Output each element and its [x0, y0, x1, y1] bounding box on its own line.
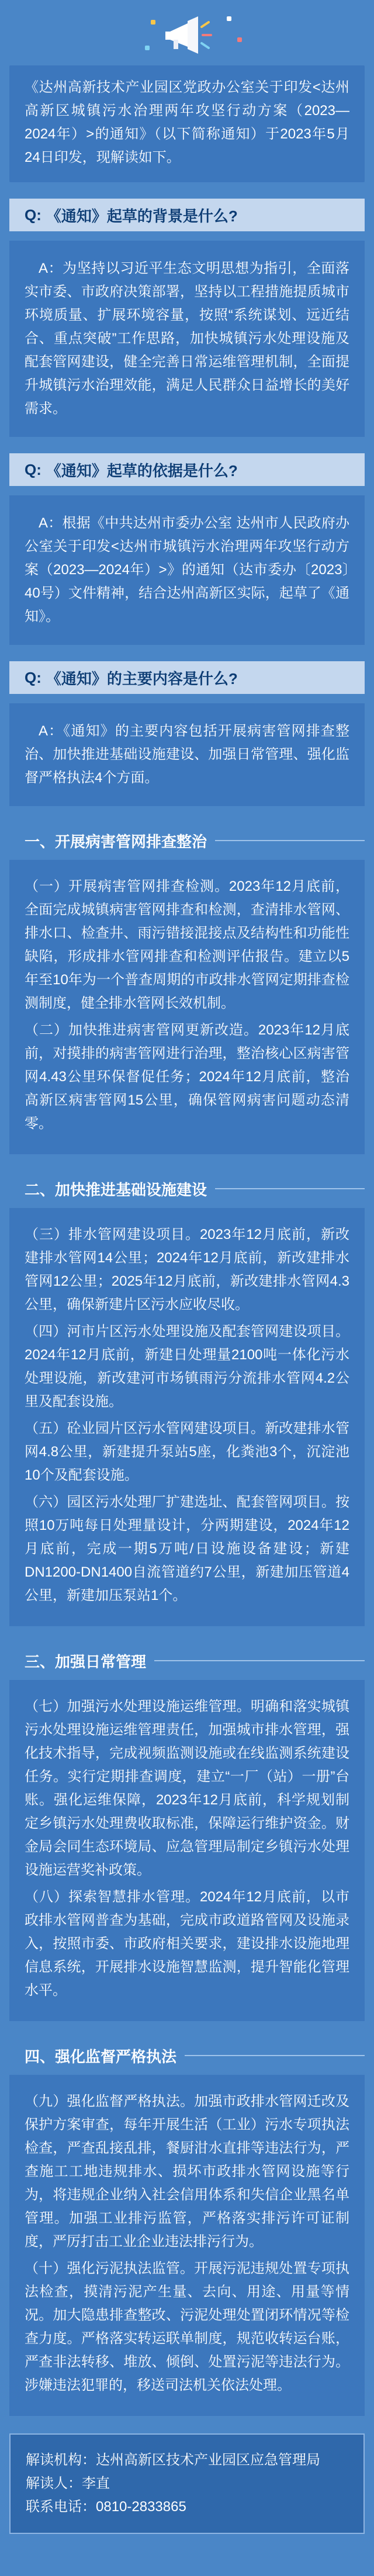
footer-phone-row: [26, 2495, 348, 2519]
section-heading: [9, 827, 365, 854]
phone-value[interactable]: 0810-2833865: [96, 2499, 186, 2515]
footer-contact-box: [9, 2433, 365, 2534]
person-value: 李直: [82, 2476, 110, 2491]
question-bar: [9, 453, 365, 486]
section-paragraph: （六）园区污水处理厂扩建选址、配套管网项目。按照10万吨每日处理量设计，分两期建设，2024年12月底前，完成一期5万吨/日设施设备建设；新建DN1200-DN1400自流管道约7公里，新建加压管道4公里，新建加压泵站1个。: [25, 1494, 349, 1603]
section-divider: [154, 1660, 365, 1661]
question-tag: Q:: [25, 460, 41, 478]
confetti-icon: [151, 20, 155, 25]
section-title: 三、加强日常管理: [25, 1652, 147, 1671]
question-text: 《通知》起草的依据是什么?: [46, 461, 238, 480]
section-paragraph: （三）排水管网建设项目。2023年12月底前，新改建排水管网14公里；2024年12月底前，新改建排水管网12公里；2025年12月底前，新改建排水管网4.3公里，确保新建片区污水应收尽收。: [25, 1227, 349, 1313]
section-paragraph: （四）河市片区污水处理设施及配套管网建设项目。2024年12月底前，新建日处理量2100吨一体化污水处理设施，新改建河市场镇雨污分流排水管网4.2公里及配套设施。: [25, 1324, 349, 1409]
section-paragraph: （十）强化污泥执法监管。开展污泥违规处置专项执法检查，摸清污泥产生量、去向、用途、用量等情况。加大隐患排查整改、污泥处理处置闭环情况等检查力度。严格落实转运联单制度，规范收转运台账，严查非法转移、堆放、倾倒、处置污泥等违法行为。涉嫌违法犯罪的，移送司法机关依法处理。: [25, 2261, 349, 2393]
section-paragraph: （一）开展病害管网排查检测。2023年12月底前，全面完成城镇病害管网排查和检测，查清排水管网、排水口、检查井、雨污错接混接点及结构性和功能性缺陷，形成排水管网排查和检测评估报告。建立以5年至10年为一个普查周期的市政排水管网定期排查检测制度，健全排水管网长效机制。: [25, 879, 349, 1011]
question-bar: [9, 661, 365, 694]
section-paragraph: （七）加强污水处理设施运维管理。明确和落实城镇污水处理设施运维管理责任，加强城市排水管理，强化技术指导，完成视频监测设施或在线监测系统建设任务。实行定期排查调度，建立“一厂（站）一册”台账。强化运维保障，2023年12月底前，科学规划制定乡镇污水处理费收取标准，保障运行维护资金。财金局会同生态环境局、应急管理局制定乡镇污水处理设施运营奖补政策。: [25, 1699, 349, 1878]
section-heading: [9, 1175, 365, 1202]
answer-panel: [9, 241, 365, 437]
question-tag: Q:: [25, 668, 41, 686]
intro-paragraph: 《达州高新技术产业园区党政办公室关于印发<达州高新区城镇污水治理两年攻坚行动方案（2023—2024年）>的通知》（以下简称通知）于2023年5月24日印发，现解读如下。: [9, 65, 365, 182]
section-body: [9, 2075, 365, 2416]
section-paragraph: （二）加快推进病害管网更新改造。2023年12月底前，对摸排的病害管网进行治理，整治核心区病害管网4.43公里环保督促任务；2024年12月底前，整治高新区病害管网15公里，确保管网病害问题动态清零。: [25, 1022, 349, 1131]
phone-label: 联系电话：: [26, 2499, 96, 2515]
section-paragraph: （五）砼业园片区污水管网建设项目。新改建排水管网4.8公里，新建提升泵站5座，化粪池3个，沉淀池10个及配套设施。: [25, 1421, 349, 1483]
section-paragraph: （八）探索智慧排水管理。2024年12月底前，以市政排水管网普查为基础，完成市政道路管网及设施录入，按照市委、市政府相关要求，建设排水设施地理信息系统，开展排水设施智慧监测，提升智能化管理水平。: [25, 1889, 349, 1998]
section-heading: [9, 1647, 365, 1674]
footer-agency-row: [26, 2449, 348, 2472]
section-title: 四、强化监督严格执法: [25, 2047, 177, 2065]
answer-text: A：《通知》的主要内容包括开展病害管网排查整治、加快推进基础设施建设、加强日常管理、强化监督严格执法4个方面。: [25, 723, 349, 786]
answer-text: A：为坚持以习近平生态文明思想为指引，全面落实市委、市政府决策部署，坚持以工程措施提质城市环境质量、扩展环境容量，按照“系统谋划、远近结合、重点突破”工作思路，加快城镇污水处理设施及配套管网建设，健全完善日常运维管理机制，全面提升城镇污水治理效能，满足人民群众日益增长的美好需求。: [25, 261, 349, 416]
megaphone-icon: [162, 15, 212, 56]
section-body: [9, 860, 365, 1154]
confetti-icon: [227, 16, 231, 21]
confetti-icon: [237, 37, 242, 42]
question-bar: [9, 199, 365, 231]
person-label: 解读人：: [26, 2476, 82, 2491]
section-heading: [9, 2042, 365, 2069]
question-tag: Q:: [25, 206, 41, 224]
hero-banner: [9, 9, 365, 65]
footer-person-row: [26, 2472, 348, 2495]
question-text: 《通知》起草的背景是什么?: [46, 207, 238, 225]
section-body: [9, 1680, 365, 2021]
answer-text: A：根据《中共达州市委办公室 达州市人民政府办公室关于印发<达州市城镇污水治理两年攻坚行动方案（2023—2024年）>》的通知（达市委办〔2023〕40号）文件精神，结合达州高新区实际，起草了《通知》。: [25, 515, 349, 624]
section-divider: [185, 2055, 365, 2056]
agency-label: 解读机构：: [26, 2452, 96, 2468]
answer-panel: [9, 495, 365, 645]
section-body: [9, 1208, 365, 1626]
answer-panel: [9, 703, 365, 806]
section-paragraph: （九）强化监督严格执法。加强市政排水管网迁改及保护方案审查，每年开展生活（工业）污水专项执法检查，严查乱接乱排，餐厨泔水直排等违法行为，严查施工工地违规排水、损坏市政排水管网设施等行为，将违规企业纳入社会信用体系和失信企业黑名单管理。加强工业排污监管，严格落实排污许可证制度，严厉打击工业企业违法排污行为。: [25, 2094, 349, 2249]
section-title: 二、加快推进基础设施建设: [25, 1181, 207, 1199]
section-title: 一、开展病害管网排查整治: [25, 832, 207, 850]
agency-value: 达州高新区技术产业园区应急管理局: [96, 2452, 320, 2468]
section-divider: [215, 840, 365, 841]
confetti-icon: [145, 46, 150, 50]
question-text: 《通知》的主要内容是什么?: [46, 669, 238, 688]
section-divider: [215, 1188, 365, 1189]
